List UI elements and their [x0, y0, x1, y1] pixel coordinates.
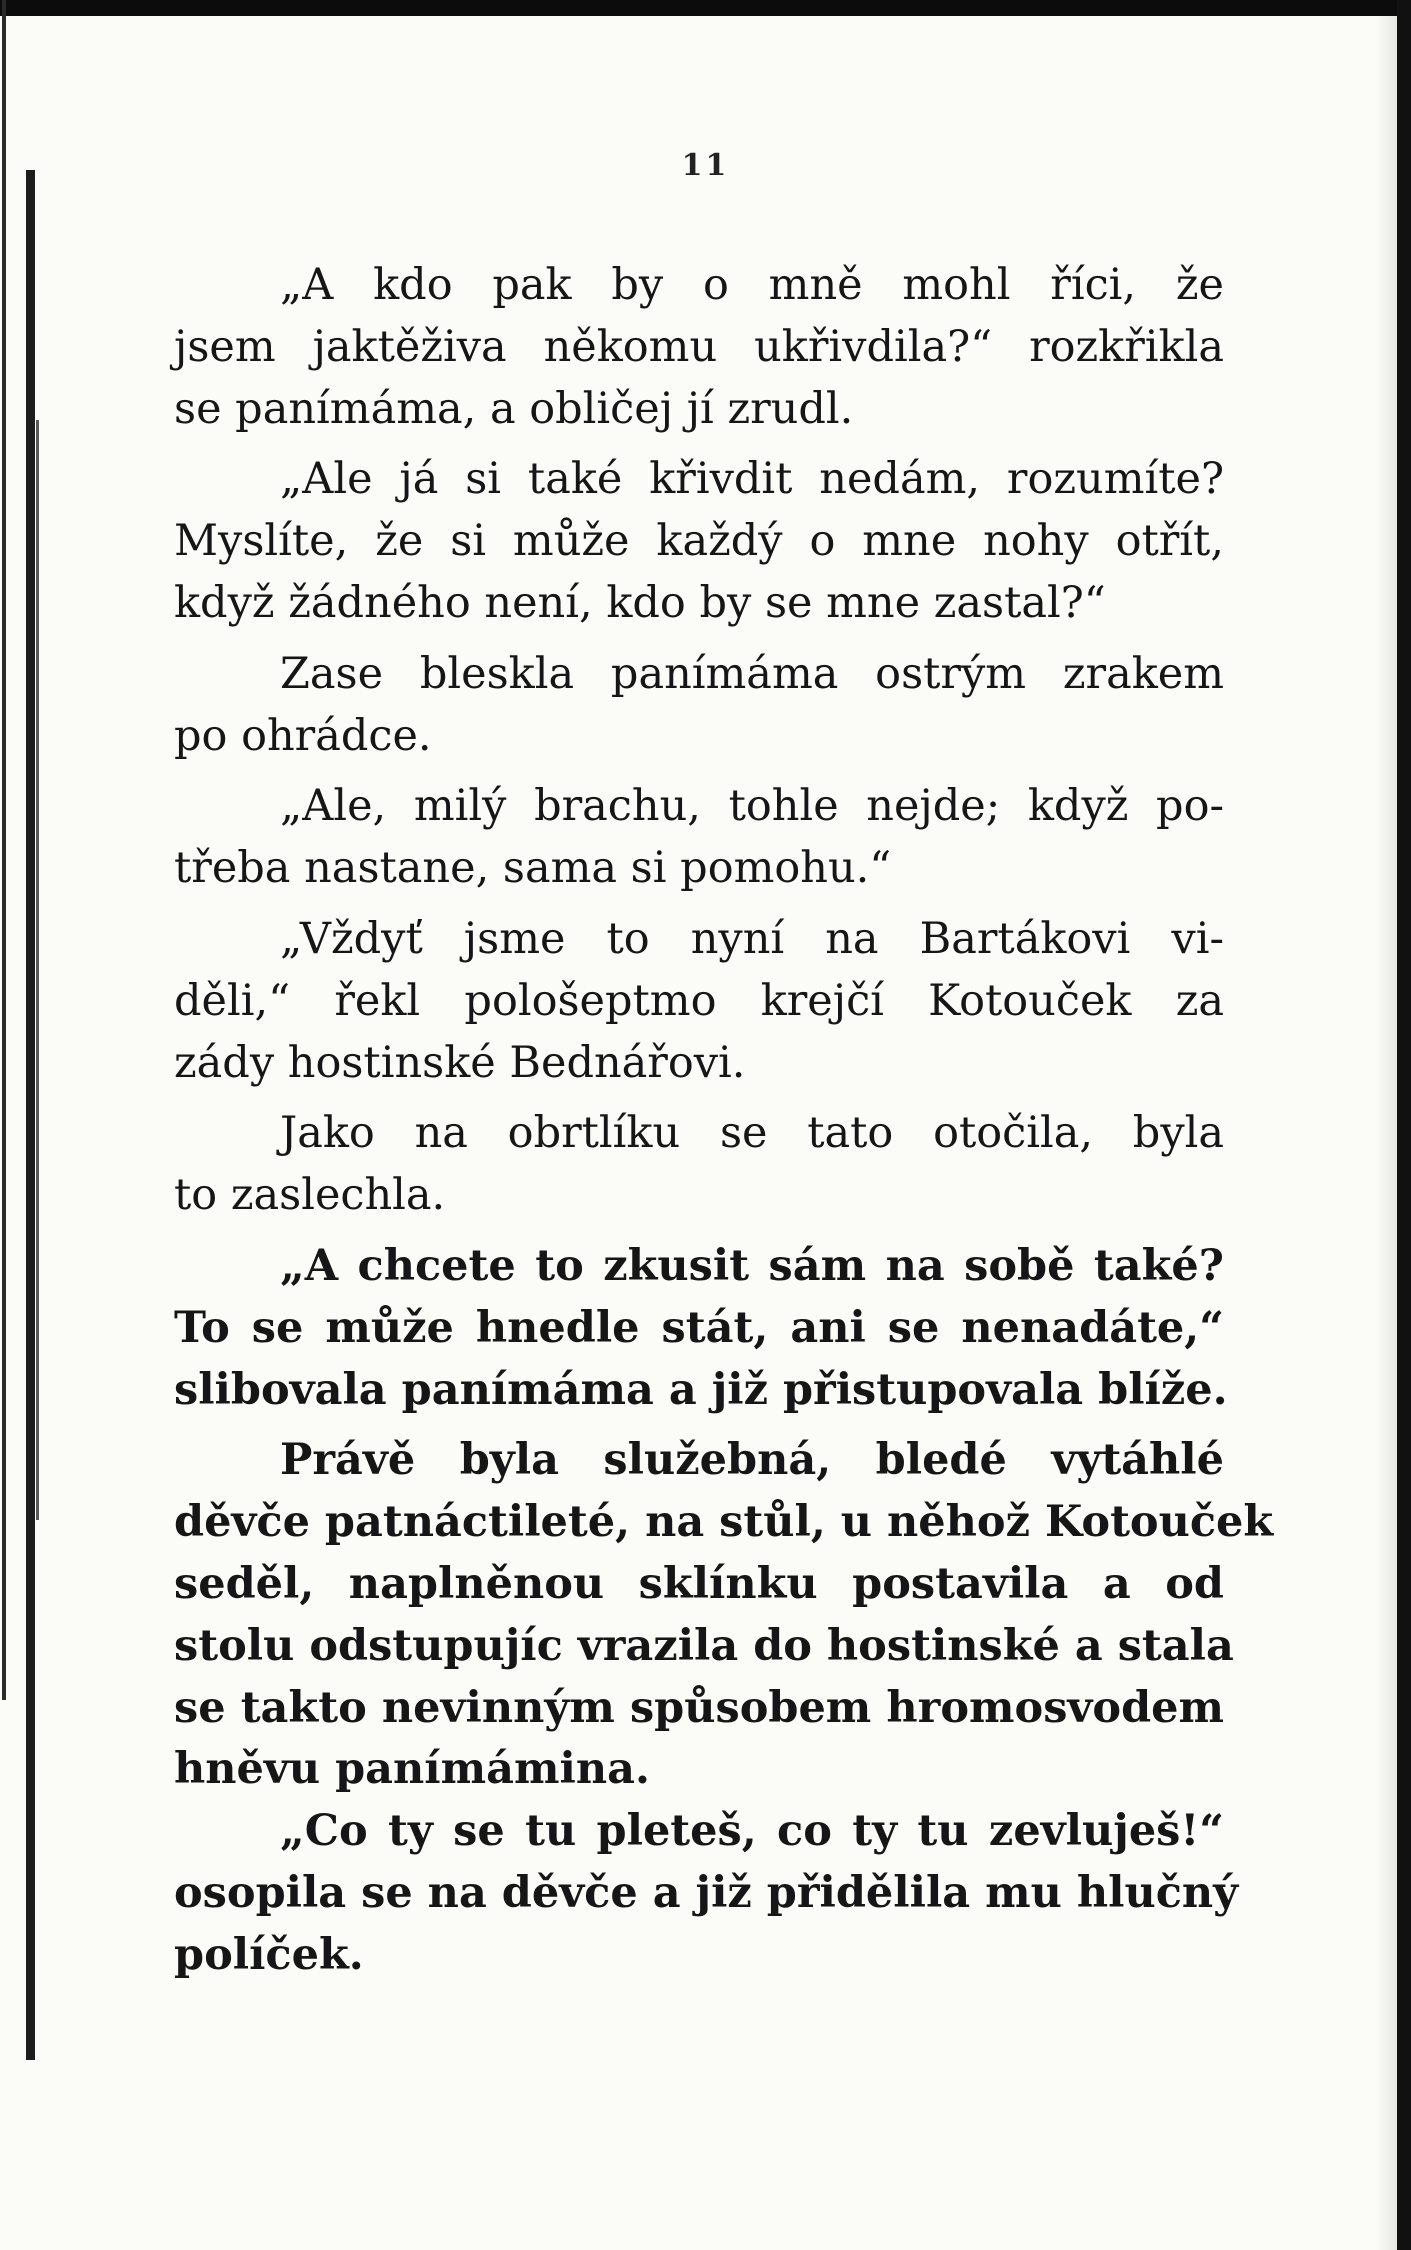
- text-line: když žádného není, kdo by se mne zastal?“: [174, 577, 1106, 628]
- text-line: „Ale já si také křivdit nedám, rozumíte?: [280, 454, 1224, 505]
- text-line: třeba nastane, sama si pomohu.“: [174, 843, 892, 894]
- text-line: „Co ty se tu pleteš, co ty tu zevluješ!“: [280, 1806, 1224, 1857]
- text-line: zády hostinské Bednářovi.: [174, 1037, 746, 1088]
- text-line: po ohrádce.: [174, 710, 432, 761]
- text-line: se panímáma, a obličej jí zrudl.: [174, 383, 854, 434]
- text-line: děvče patnáctileté, na stůl, u něhož Kotouček: [174, 1497, 1274, 1548]
- text-line: Myslíte, že si může každý o mne nohy otřít,: [174, 516, 1224, 567]
- text-line: „A kdo pak by o mně mohl říci, že: [280, 260, 1224, 310]
- text-line: políček.: [174, 1929, 364, 1980]
- text-line: Právě byla služebná, bledé vytáhlé: [280, 1435, 1224, 1486]
- scan-top-border: [0, 0, 1411, 16]
- text-line: Zase bleskla panímáma ostrým zrakem: [280, 648, 1224, 699]
- body-text: [174, 255, 1274, 1987]
- page-number: 11: [681, 148, 730, 183]
- text-line: seděl, naplněnou sklínku postavila a od: [174, 1558, 1224, 1609]
- text-line: „A chcete to zkusit sám na sobě také?: [280, 1240, 1224, 1291]
- book-binding-edge: [0, 0, 46, 2250]
- text-line: hněvu panímámina.: [174, 1744, 650, 1795]
- scan-right-shadow: [1375, 16, 1397, 2250]
- scan-right-border: [1397, 0, 1411, 2250]
- text-line: osopila se na děvče a již přidělila mu hlučný: [174, 1867, 1239, 1918]
- text-line: stolu odstupujíc vrazila do hostinské a stala: [174, 1620, 1234, 1671]
- text-line: děli,“ řekl pološeptmo krejčí Kotouček za: [174, 975, 1224, 1026]
- binding-line: [2, 0, 6, 1700]
- text-line: to zaslechla.: [174, 1170, 446, 1221]
- binding-line: [26, 170, 35, 2060]
- text-line: „Ale, milý brachu, tohle nejde; když po-: [280, 781, 1224, 832]
- text-line: jsem jaktěživa někomu ukřivdila?“ rozkřikla: [174, 321, 1224, 372]
- binding-line: [36, 420, 39, 1520]
- text-line: se takto nevinným spůsobem hromosvodem: [174, 1682, 1224, 1733]
- text-line: Jako na obrtlíku se tato otočila, byla: [280, 1108, 1224, 1159]
- text-line: slibovala panímáma a již přistupovala blíže.: [174, 1364, 1228, 1415]
- text-line: „Vždyť jsme to nyní na Bartákovi vi-: [280, 913, 1224, 964]
- text-line: To se může hnedle stát, ani se nenadáte,“: [174, 1302, 1224, 1353]
